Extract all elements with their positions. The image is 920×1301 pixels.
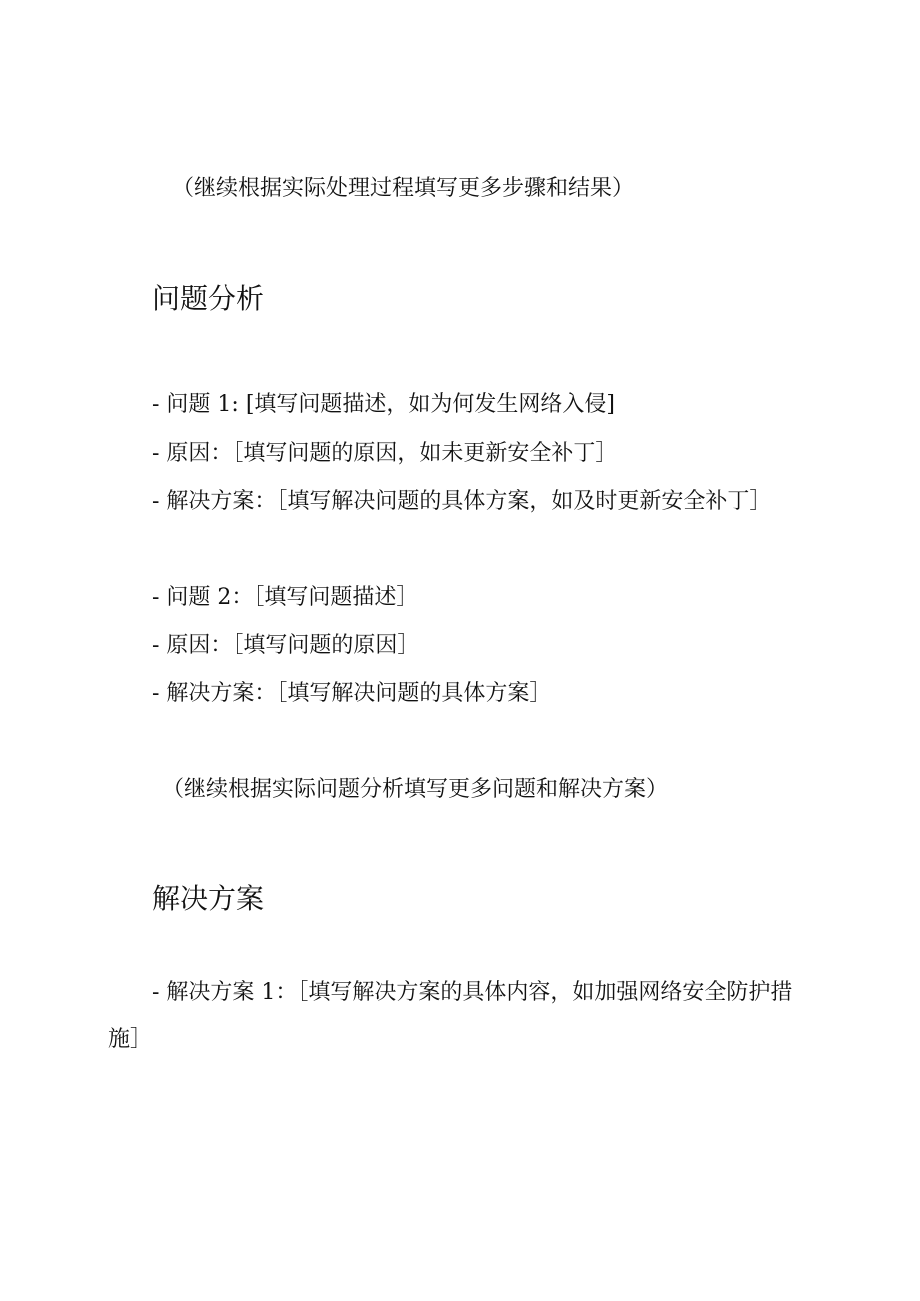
analysis-item-solution-2: - 解决方案：［填写解决问题的具体方案］ xyxy=(152,681,552,706)
analysis-item-problem-2: - 问题 2：［填写问题描述］ xyxy=(152,585,419,610)
analysis-note: （继续根据实际问题分析填写更多问题和解决方案） xyxy=(162,777,669,802)
solutions-item-1: - 解决方案 1：［填写解决方案的具体内容，如加强网络安全防护措施］ xyxy=(108,980,793,1052)
analysis-item-problem-1: - 问题 1: [填写问题描述，如为何发生网络入侵] xyxy=(152,392,615,417)
analysis-item-cause-2: - 原因：［填写问题的原因］ xyxy=(152,633,420,658)
solutions-heading: 解决方案 xyxy=(152,882,265,915)
analysis-item-solution-1: - 解决方案：［填写解决问题的具体方案，如及时更新安全补丁］ xyxy=(152,489,772,514)
analysis-item-cause-1: - 原因：［填写问题的原因，如未更新安全补丁］ xyxy=(152,441,618,466)
analysis-heading: 问题分析 xyxy=(152,282,265,315)
intro-note: （继续根据实际处理过程填写更多步骤和结果） xyxy=(172,176,635,201)
